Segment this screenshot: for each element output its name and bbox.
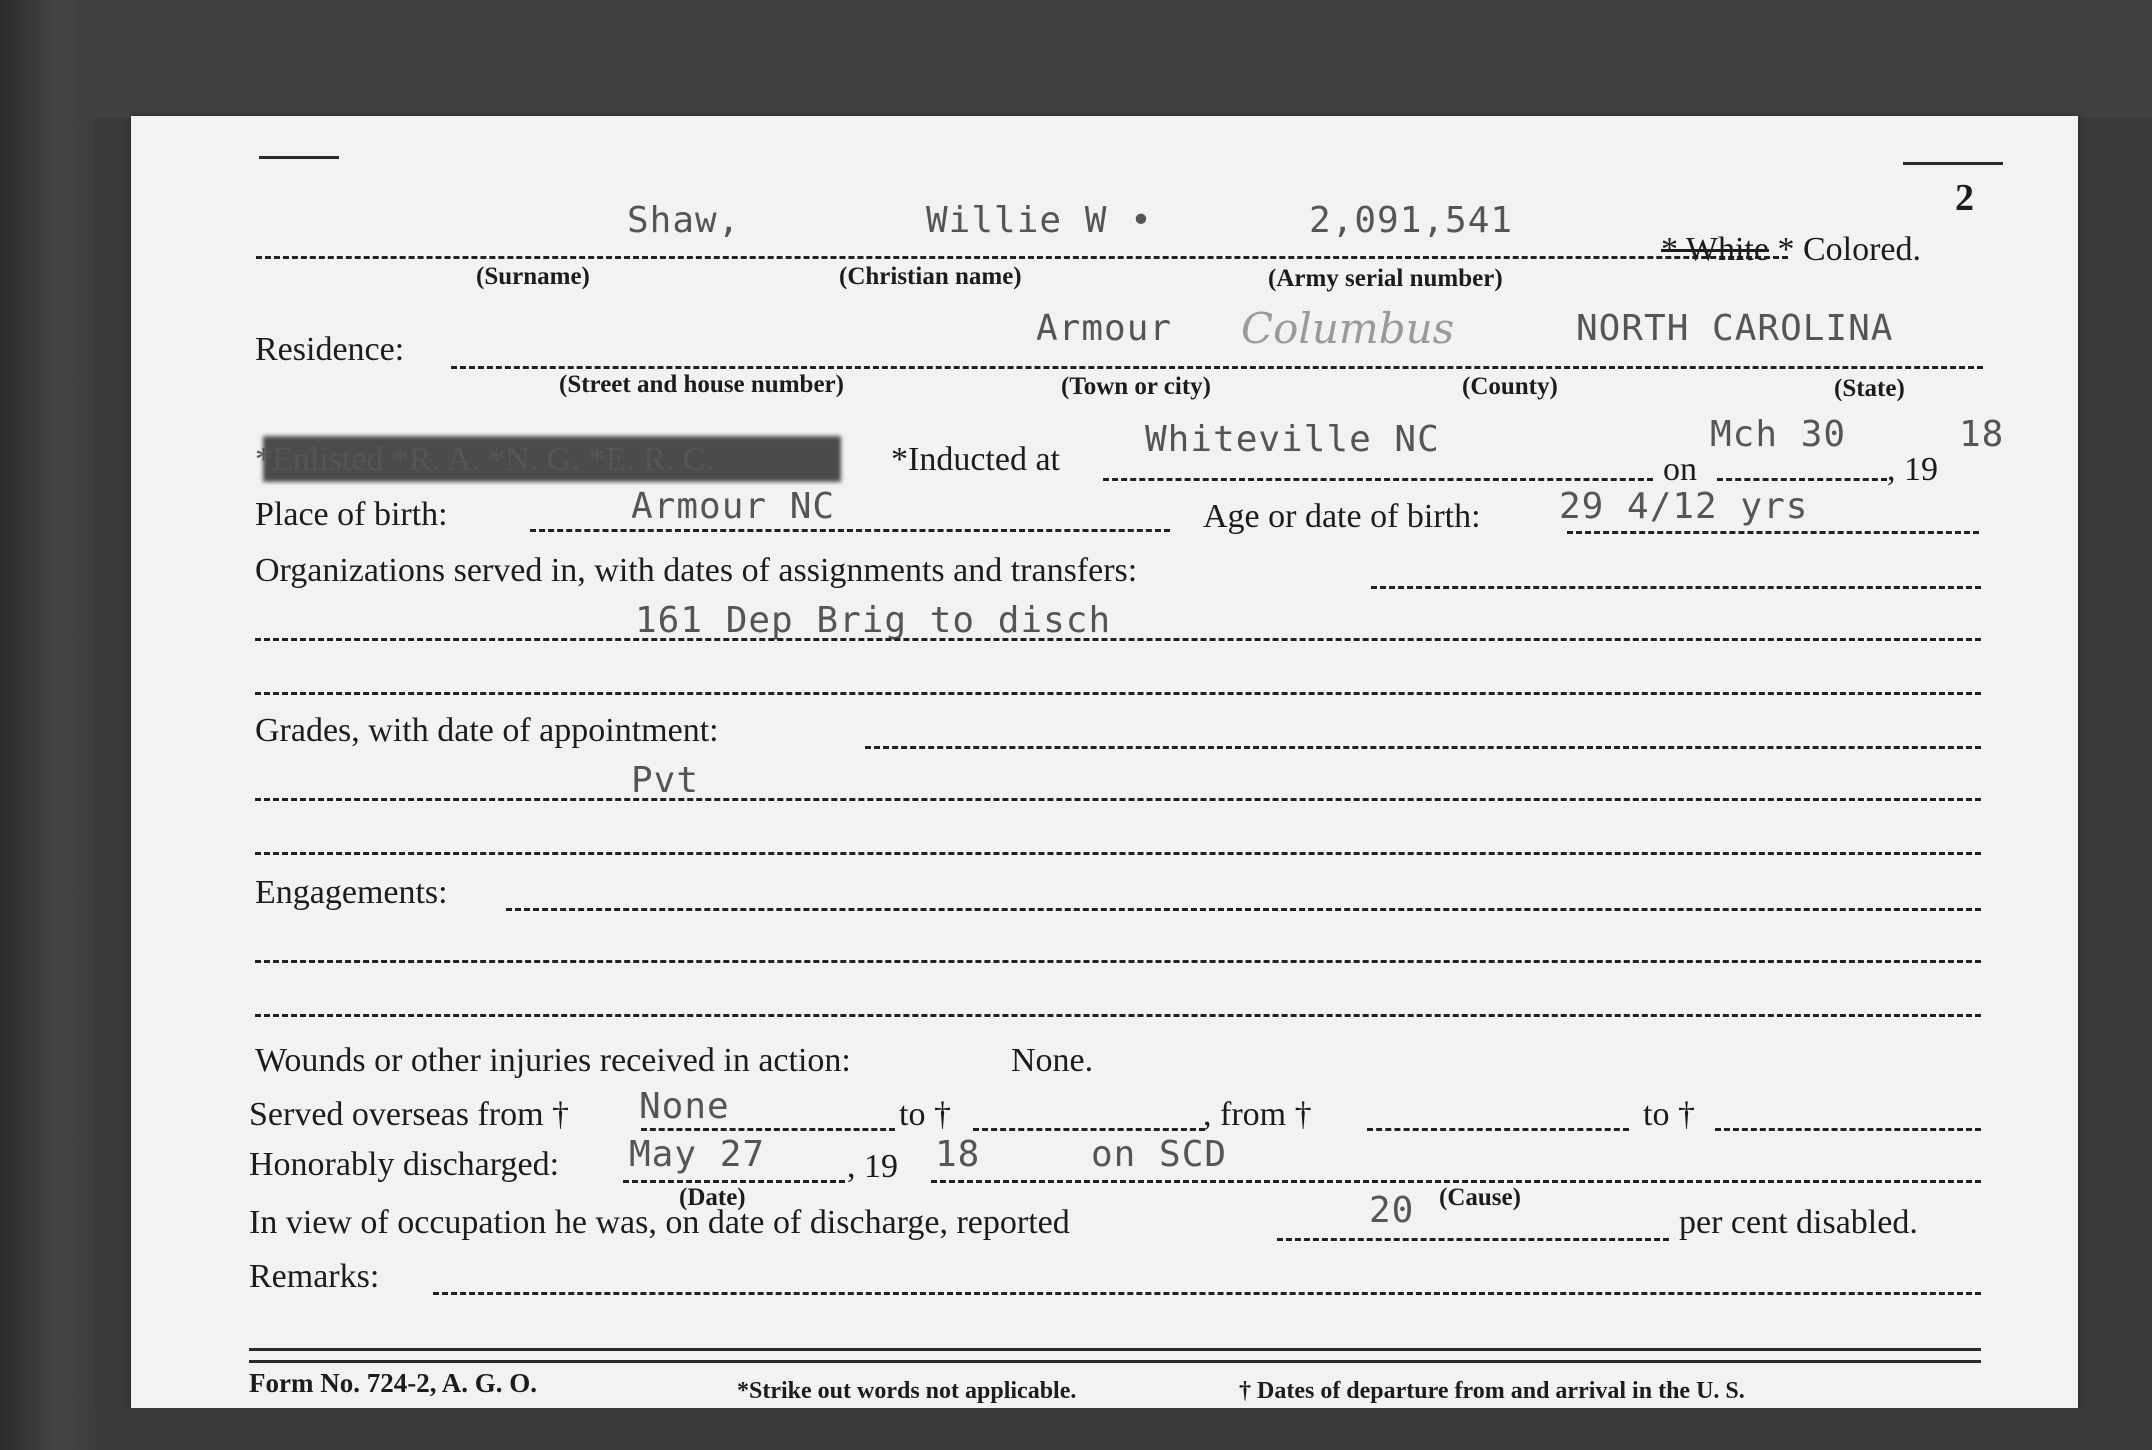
strike-out-note: *Strike out words not applicable. [737,1378,1077,1404]
engagements-line [255,960,1981,963]
wounds-value: None. [1011,1042,1094,1079]
footer-rule [249,1360,1981,1363]
discharge-date-line [623,1180,845,1183]
form-number: Form No. 724-2, A. G. O. [249,1368,537,1398]
residence-label: Residence: [255,331,405,368]
race-options [1661,231,1921,269]
served-overseas-value: None [639,1086,730,1127]
engagements-label: Engagements: [255,874,448,911]
serial-number-value: 2,091,541 [1309,200,1514,241]
scan-background-top [95,0,2152,118]
overseas-line [641,1128,895,1131]
grades-label: Grades, with date of appointment: [255,712,719,749]
discharge-cause-caption: (Cause) [1439,1184,1521,1211]
race-white-option: * White [1661,231,1769,268]
discharge-cause-value: on SCD [1091,1134,1228,1175]
disability-suffix: per cent disabled. [1679,1204,1918,1241]
christian-name-caption: (Christian name) [839,263,1022,290]
county-caption: (County) [1462,373,1558,400]
disability-line [1277,1238,1669,1241]
overseas-line [1715,1128,1981,1131]
overseas-line [973,1128,1205,1131]
grades-value: Pvt [631,760,700,801]
footer-rule [249,1348,1981,1351]
inducted-at-label: *Inducted at [891,441,1060,478]
residence-line [451,366,1983,369]
overseas-from-label: , from † [1203,1096,1312,1133]
enlistment-options: *Enlisted *R. A. *N. G. *E. R. C. [255,441,715,478]
overseas-line [1367,1128,1629,1131]
town-caption: (Town or city) [1061,373,1211,400]
age-line [1567,531,1979,534]
discharged-label: Honorably discharged: [249,1146,560,1183]
grades-line [255,852,1981,855]
residence-state-value: NORTH CAROLINA [1576,308,1894,349]
age-value: 29 4/12 yrs [1559,486,1809,527]
induction-date-value: Mch 30 [1710,414,1847,455]
street-caption: (Street and house number) [559,371,844,398]
scan-background-bottom [95,1408,2152,1450]
place-of-birth-label: Place of birth: [255,496,448,533]
discharge-year-value: 18 [935,1134,981,1175]
remarks-line [433,1292,1981,1295]
residence-county-value: Columbus [1241,304,1455,353]
engagements-line [255,1014,1981,1017]
induction-place-line [1103,478,1653,481]
induction-date-line [1717,478,1887,481]
age-label: Age or date of birth: [1203,498,1481,535]
wounds-label: Wounds or other injuries received in action: [255,1042,851,1079]
induction-year-value: 18 [1959,414,2005,455]
inducted-place-value: Whiteville NC [1145,419,1440,460]
surname-value: Shaw, [627,200,741,241]
page-number: 2 [1955,177,1974,219]
corner-rule [1903,162,2003,165]
grades-line [255,798,1981,801]
remarks-label: Remarks: [249,1258,380,1295]
service-record-card [131,116,2078,1416]
state-caption: (State) [1834,375,1905,402]
discharge-cause-line [931,1180,1981,1183]
overseas-to-label: to † [1643,1096,1695,1133]
corner-rule [259,156,339,159]
dates-note: † Dates of departure from and arrival in the U. S. [1239,1378,1745,1404]
discharge-year-prefix: , 19 [847,1148,898,1185]
race-colored-option: * Colored. [1777,231,1922,268]
discharge-date-caption: (Date) [679,1184,746,1211]
discharge-date-value: May 27 [629,1134,766,1175]
grades-line [865,746,1981,749]
organizations-value: 161 Dep Brig to disch [635,600,1112,641]
christian-name-value: Willie W • [926,200,1153,241]
place-of-birth-value: Armour NC [631,486,836,527]
overseas-to-label: to † [899,1096,951,1133]
served-overseas-label: Served overseas from † [249,1096,570,1133]
organizations-label: Organizations served in, with dates of assignments and transfers: [255,552,1138,589]
organizations-line [1371,586,1981,589]
disability-label: In view of occupation he was, on date of discharge, reported [249,1204,1070,1241]
scan-background-left [0,0,95,1450]
birthplace-line [530,529,1170,532]
organizations-line [255,638,1981,641]
disability-percent-value: 20 [1369,1190,1415,1231]
name-line [256,256,1788,259]
serial-number-caption: (Army serial number) [1268,265,1503,292]
engagements-line [506,908,1981,911]
surname-caption: (Surname) [476,263,590,290]
organizations-line [255,692,1981,695]
on-label: on [1663,451,1697,488]
residence-town-value: Armour [1036,308,1173,349]
induction-year-prefix: , 19 [1887,451,1938,488]
